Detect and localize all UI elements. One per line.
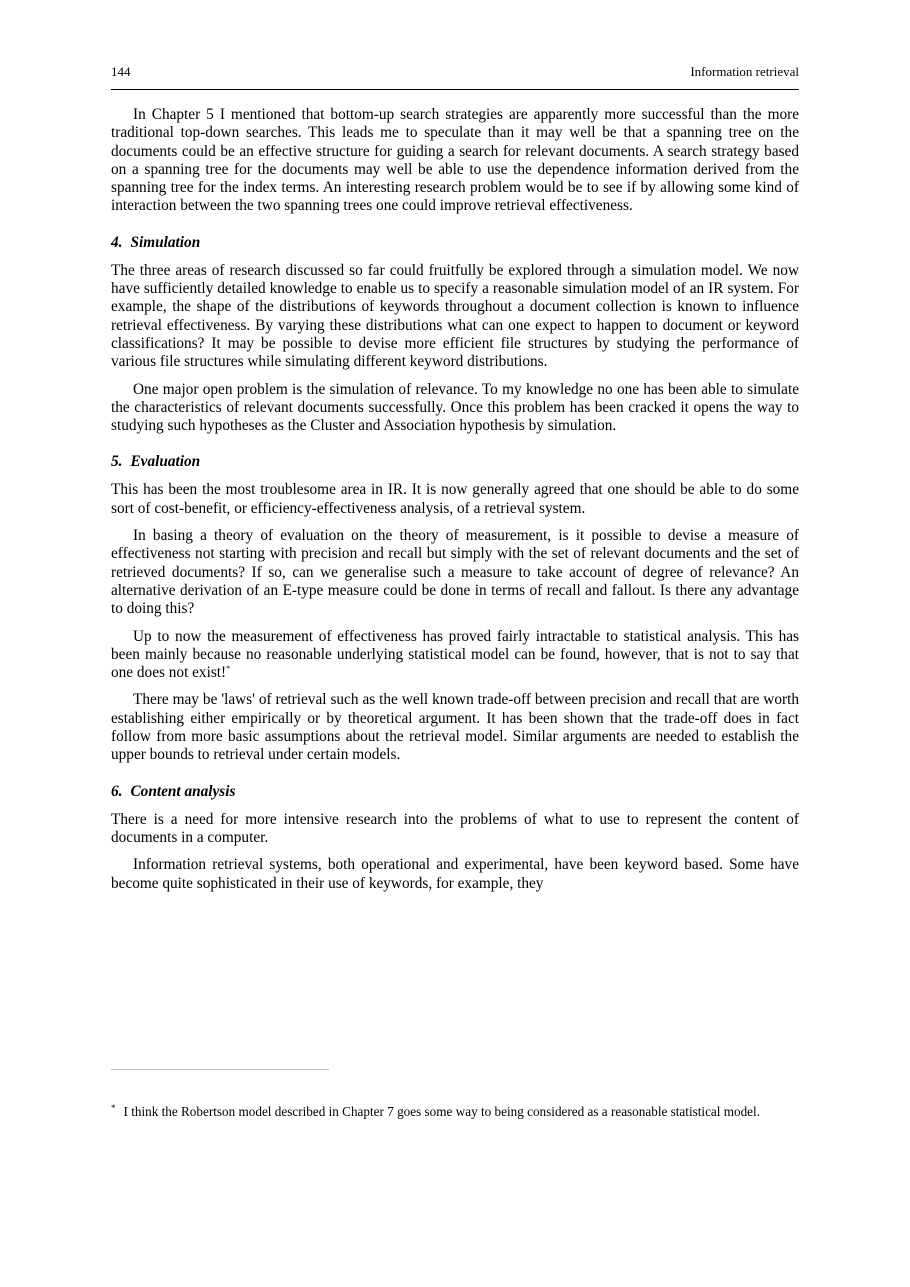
paragraph: In Chapter 5 I mentioned that bottom-up search strategies are apparently more successful than the more traditional top-down searches. This leads me to speculate than it may well be that a spanning tree on the documents could be an effective structure for guiding a search for relevant documents. A search strategy based on a spanning tree for the documents may well be able to use the dependence information derived from the spanning tree for the index terms. An interesting research problem would be to see if by allowing some kind of interaction between the two spanning trees one could improve retrieval effectiveness.	[111, 106, 799, 215]
footnote	[111, 1097, 799, 1127]
footnote-reference[interactable]: *	[226, 664, 231, 674]
section-title: Content analysis	[130, 782, 236, 800]
section-heading-evaluation	[111, 453, 799, 471]
page-body	[111, 106, 799, 902]
section-number: 4.	[111, 233, 123, 251]
footnote-text: I think the Robertson model described in Chapter 7 goes some way to being considered as a reasonable statistical model.	[123, 1104, 760, 1119]
page-header	[111, 64, 799, 80]
paragraph: There may be 'laws' of retrieval such as the well known trade-off between precision and recall that are worth establishing either empirically or by theoretical argument. It has been shown that the trade-off does in fact follow from more basic assumptions about the retrieval model. Similar arguments are needed to establish the upper bounds to retrieval under certain models.	[111, 691, 799, 764]
footnote-mark: *	[111, 1102, 116, 1113]
paragraph: This has been the most troublesome area in IR. It is now generally agreed that one should be able to do some sort of cost-benefit, or efficiency-effectiveness analysis, of a retrieval system.	[111, 481, 799, 517]
paragraph-with-footnote-ref	[111, 628, 799, 683]
section-title: Evaluation	[130, 453, 201, 471]
paragraph: The three areas of research discussed so far could fruitfully be explored through a simulation model. We now have sufficiently detailed knowledge to enable us to specify a reasonable simulation model of an IR system. For example, the shape of the distributions of keywords throughout a document collection is known to influence retrieval effectiveness. By varying these distributions what can one expect to happen to document or keyword classifications? It may be possible to devise more efficient file structures by studying the performance of various file structures while simulating different keyword distributions.	[111, 261, 799, 371]
page-number: 144	[111, 64, 131, 79]
section-heading-content-analysis	[111, 783, 799, 801]
paragraph: One major open problem is the simulation of relevance. To my knowledge no one has been able to simulate the characteristics of relevant documents successfully. Once this problem has been cracked it opens the way to studying such hypotheses as the Cluster and Association hypothesis by simulation.	[111, 380, 799, 435]
paragraph: Information retrieval systems, both operational and experimental, have been keyword based. Some have become quite sophisticated in their use of keywords, for example, they	[111, 856, 799, 892]
paragraph: There is a need for more intensive research into the problems of what to use to represent the content of documents in a computer.	[111, 810, 799, 846]
running-title: Information retrieval	[690, 64, 799, 79]
paragraph-text: Up to now the measurement of effectiveness has proved fairly intractable to statistical analysis. This has been mainly because no reasonable underlying statistical model can be found, however, that is not to say that one does not exist!	[111, 627, 799, 682]
section-number: 5.	[111, 453, 123, 471]
section-title: Simulation	[130, 233, 201, 251]
section-heading-simulation	[111, 234, 799, 252]
header-rule	[111, 89, 799, 90]
footnote-rule	[111, 1069, 329, 1070]
section-number: 6.	[111, 782, 123, 800]
paragraph: In basing a theory of evaluation on the theory of measurement, is it possible to devise a measure of effectiveness not starting with precision and recall but simply with the set of relevant documents and the set of retrieved documents? If so, can we generalise such a measure to take account of degree of relevance? An alternative derivation of an E-type measure could be done in terms of recall and fallout. Is there any advantage to doing this?	[111, 527, 799, 618]
